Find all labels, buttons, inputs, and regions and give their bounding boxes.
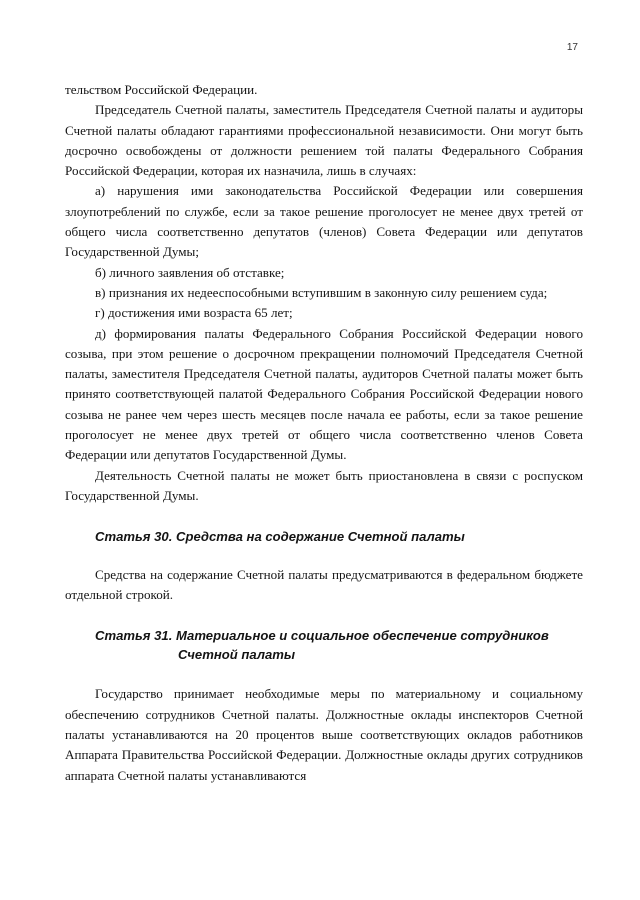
paragraph-continuation: тельством Российской Федерации. xyxy=(65,82,258,97)
list-item-v: в) признания их недееспособными вступившим в законную силу решением суда; xyxy=(95,284,548,300)
article-31-heading-line2: Счетной палаты xyxy=(178,646,296,662)
document-body xyxy=(65,80,583,786)
list-item-b: б) личного заявления об отставке; xyxy=(95,264,285,280)
article-31-heading-line1: Статья 31. Материальное и социальное обеспечение сотрудников xyxy=(95,628,549,644)
list-item-a: а) нарушения ими законодательства Российской Федерации или совершения злоупотреблений по службе, если за такое решение проголосует не менее двух третей от общего числа соответственно депутатов (членов) Совета Федерации или депутатов Государственной Думы; xyxy=(65,183,583,260)
list-item-d: д) формирования палаты Федерального Собрания Российской Федерации нового созыва, при этом решение о досрочном прекращении полномочий Председателя Счетной палаты, заместителя Председателя Счетной палаты, аудиторов Счетной палаты может быть принято соответствующей палатой Федерального Собрания Российской Федерации нового созыва не ранее чем через шесть месяцев после начала ее работы, если за такое решение проголосует не менее двух третей от общего числа соответственно членов Совета Федерации или депутатов Государственной Думы. xyxy=(65,325,583,463)
article-30-heading: Статья 30. Средства на содержание Счетной палаты xyxy=(95,529,465,545)
article-31-heading xyxy=(65,627,583,664)
paragraph-social-support: Государство принимает необходимые меры по материальному и социальному обеспечению сотрудников Счетной палаты. Должностные оклады инспекторов Счетной палаты устанавливаются на 20 процентов выше соответствующих окладов работников Аппарата Правительства Российской Федерации. Должностные оклады других сотрудников аппарата Счетной палаты устанавливаются xyxy=(65,686,583,783)
list-item-g: г) достижения ими возраста 65 лет; xyxy=(95,305,293,321)
paragraph-funding: Средства на содержание Счетной палаты предусматриваются в федеральном бюджете отдельной строкой. xyxy=(65,566,583,603)
paragraph-guarantees: Председатель Счетной палаты, заместитель Председателя Счетной палаты и аудиторы Счетной палаты обладают гарантиями профессиональной независимости. Они могут быть досрочно освобождены от должности решением той палаты Федерального Собрания Российской Федерации, которая их назначила, лишь в случаях: xyxy=(65,102,583,179)
page-number: 17 xyxy=(566,42,578,53)
paragraph-activity: Деятельность Счетной палаты не может быть приостановлена в связи с роспуском Государственной Думы. xyxy=(65,467,583,503)
